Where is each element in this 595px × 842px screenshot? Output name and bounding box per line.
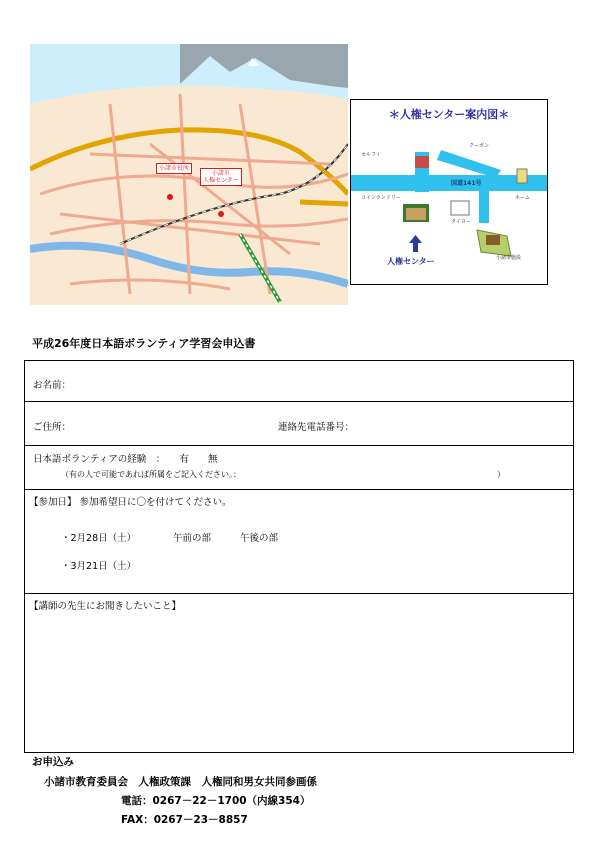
date1-morning-option[interactable]: 午前の部 [173, 533, 212, 544]
landmark-4: タイヨー [451, 219, 471, 225]
center-guide-map [350, 99, 548, 285]
experience-row[interactable] [25, 445, 573, 490]
city-hall-marker [167, 194, 173, 200]
phone-label: 連絡先電話番号： [278, 422, 355, 433]
fax-number: FAX：0267－23－8857 [121, 814, 248, 826]
landmark-5: ホーム [515, 195, 531, 201]
route-label: 国道141号 [451, 180, 482, 187]
dates-header: 【参加日】 参加希望日に〇を付けてください。 [29, 497, 232, 508]
center-label-line1: 小諸市 [211, 170, 230, 177]
city-hall-label: 小諸市役所 [156, 163, 192, 174]
apply-label: お申込み [32, 756, 74, 768]
date1-afternoon-option[interactable]: 午後の部 [240, 533, 279, 544]
form-title: 平成26年度日本語ボランティア学習会申込書 [32, 337, 256, 350]
address-row[interactable] [25, 401, 573, 446]
application-form [24, 360, 574, 753]
human-rights-center-map-label [200, 168, 242, 186]
affiliation-note: （有の人で可能であれば所属をご記入ください。： [61, 470, 241, 479]
landmark-1: セルフィ [361, 152, 381, 158]
area-map [30, 44, 348, 305]
guide-center-label: 人権センター [387, 257, 435, 266]
address-label: ご住所： [33, 422, 72, 433]
phone-number: 電話：0267－22－1700（内線354） [121, 795, 311, 807]
landmark-3: コインランドリー [361, 195, 401, 201]
dates-row[interactable] [25, 489, 573, 594]
center-label-line2: 人権センター [203, 177, 239, 184]
affiliation-close: ） [497, 470, 505, 479]
landmark-2: クーポン [469, 143, 490, 149]
date-option-2[interactable]: ・3月21日（土） [61, 561, 137, 572]
landmark-6: 小諸市施設 [496, 255, 522, 261]
name-row[interactable] [25, 361, 573, 402]
organization: 小諸市教育委員会 人権政策課 人権同和男女共同参画係 [44, 776, 317, 788]
date-option-1[interactable]: ・2月28日（土） [61, 533, 137, 544]
human-rights-center-marker [218, 211, 224, 217]
area-map-graphic [30, 44, 348, 305]
name-label: お名前： [33, 380, 72, 391]
questions-area[interactable] [25, 593, 573, 751]
experience-label: 日本語ボランティアの経験 ： 有 無 [33, 454, 218, 465]
guide-title: ＊人権センター案内図＊ [388, 108, 510, 121]
questions-header: 【講師の先生にお聞きしたいこと】 [29, 601, 182, 612]
